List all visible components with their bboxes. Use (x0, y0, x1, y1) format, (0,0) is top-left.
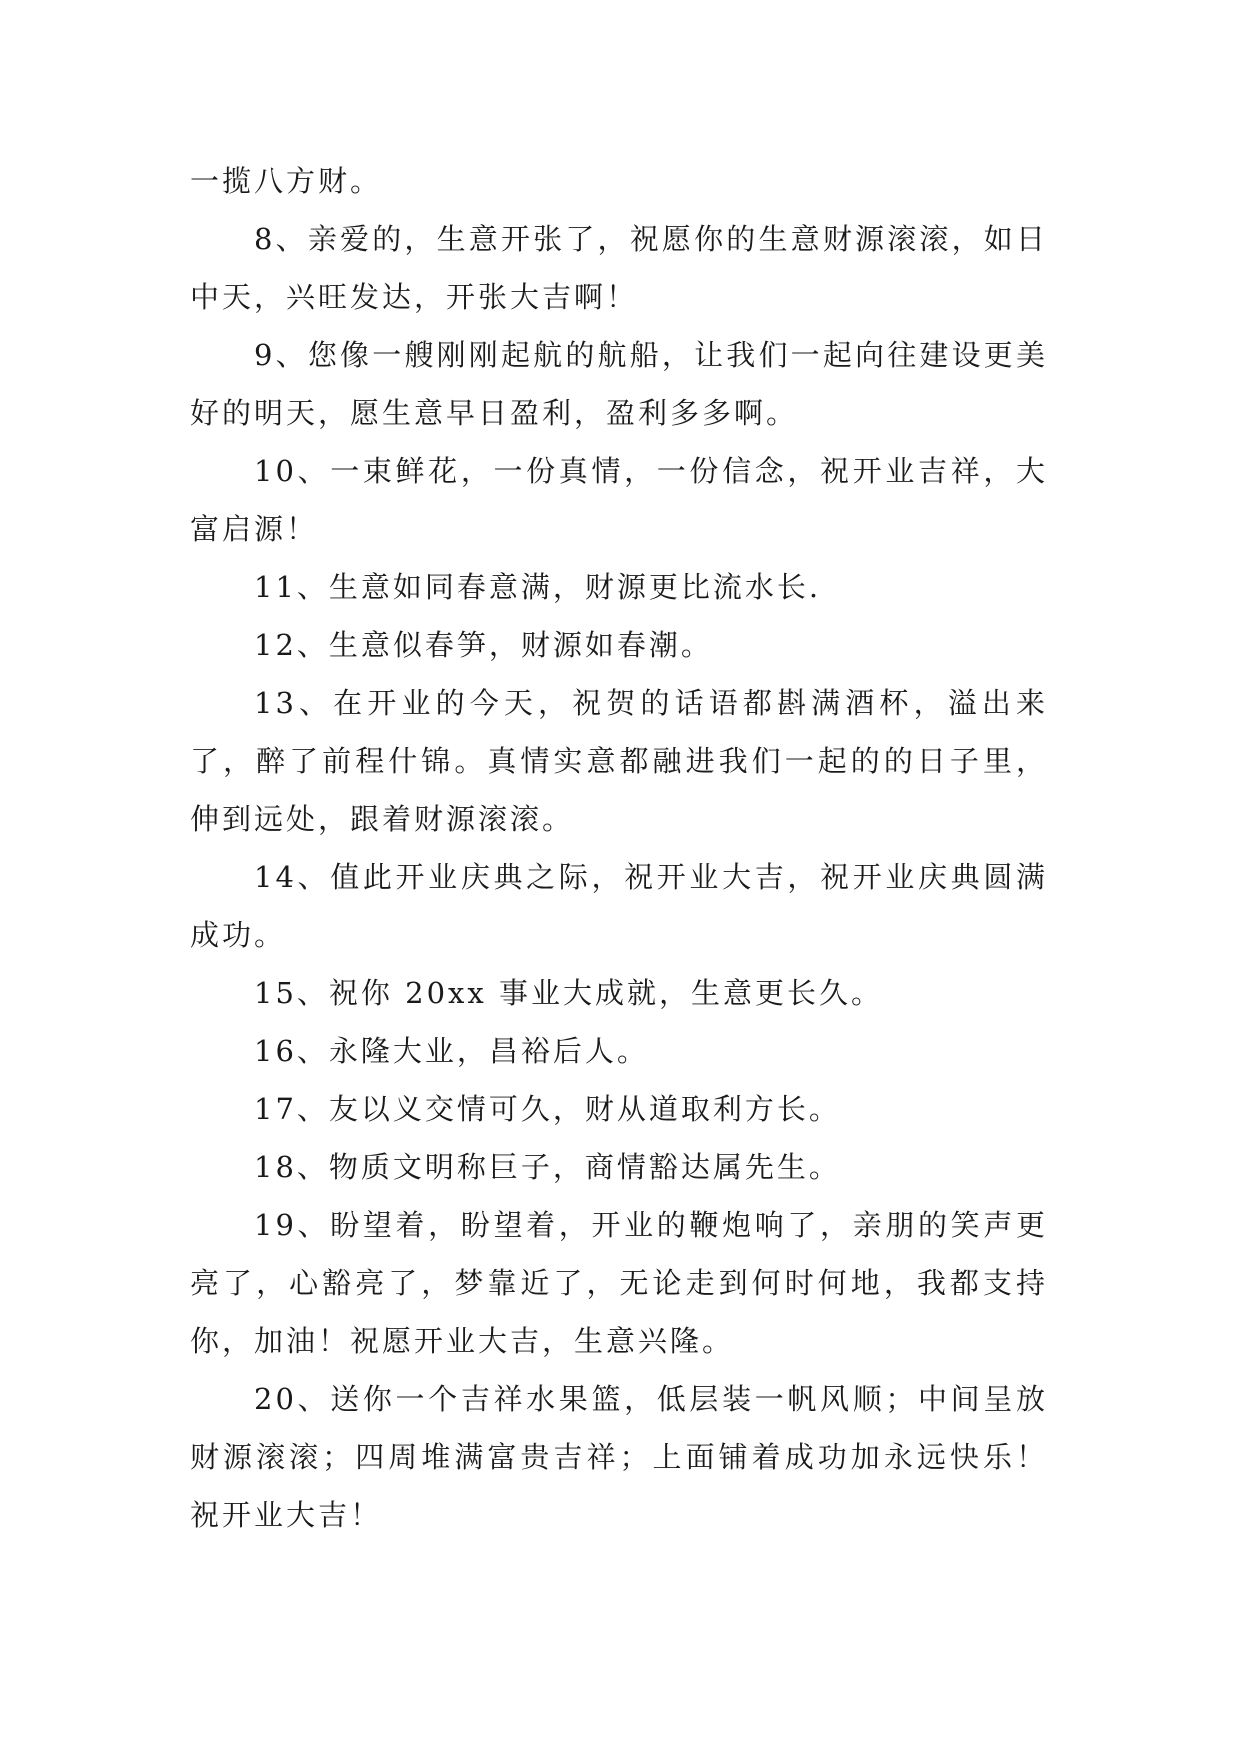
document-body (190, 152, 1048, 1544)
paragraph-item-13: 13、在开业的今天，祝贺的话语都斟满酒杯，溢出来了，醉了前程什锦。真情实意都融进我们一起的的日子里，伸到远处，跟着财源滚滚。 (190, 686, 1048, 836)
paragraph-item-16: 16、永隆大业，昌裕后人。 (254, 1034, 649, 1068)
paragraph-item-17: 17、友以义交情可久，财从道取利方长。 (254, 1092, 841, 1126)
paragraph-item-19: 19、盼望着，盼望着，开业的鞭炮响了，亲朋的笑声更亮了，心豁亮了，梦靠近了，无论走到何时何地，我都支持你，加油！祝愿开业大吉，生意兴隆。 (190, 1208, 1048, 1358)
paragraph-continuation: 一揽八方财。 (190, 164, 383, 198)
paragraph-item-12: 12、生意似春笋，财源如春潮。 (254, 628, 713, 662)
paragraph-item-18: 18、物质文明称巨子，商情豁达属先生。 (254, 1150, 841, 1184)
paragraph-item-9: 9、您像一艘刚刚起航的航船，让我们一起向往建设更美好的明天，愿生意早日盈利，盈利多多啊。 (190, 338, 1048, 430)
paragraph-item-10: 10、一束鲜花，一份真情，一份信念，祝开业吉祥，大富启源！ (190, 454, 1048, 546)
paragraph-item-11: 11、生意如同春意满，财源更比流水长. (254, 570, 822, 604)
paragraph-item-14: 14、值此开业庆典之际，祝开业大吉，祝开业庆典圆满成功。 (190, 860, 1048, 952)
paragraph-item-15: 15、祝你 20xx 事业大成就，生意更长久。 (254, 976, 883, 1010)
paragraph-item-8: 8、亲爱的，生意开张了，祝愿你的生意财源滚滚，如日中天，兴旺发达，开张大吉啊！ (190, 222, 1048, 314)
paragraph-item-20: 20、送你一个吉祥水果篮，低层装一帆风顺；中间呈放财源滚滚；四周堆满富贵吉祥；上面铺着成功加永远快乐！祝开业大吉！ (190, 1382, 1048, 1532)
